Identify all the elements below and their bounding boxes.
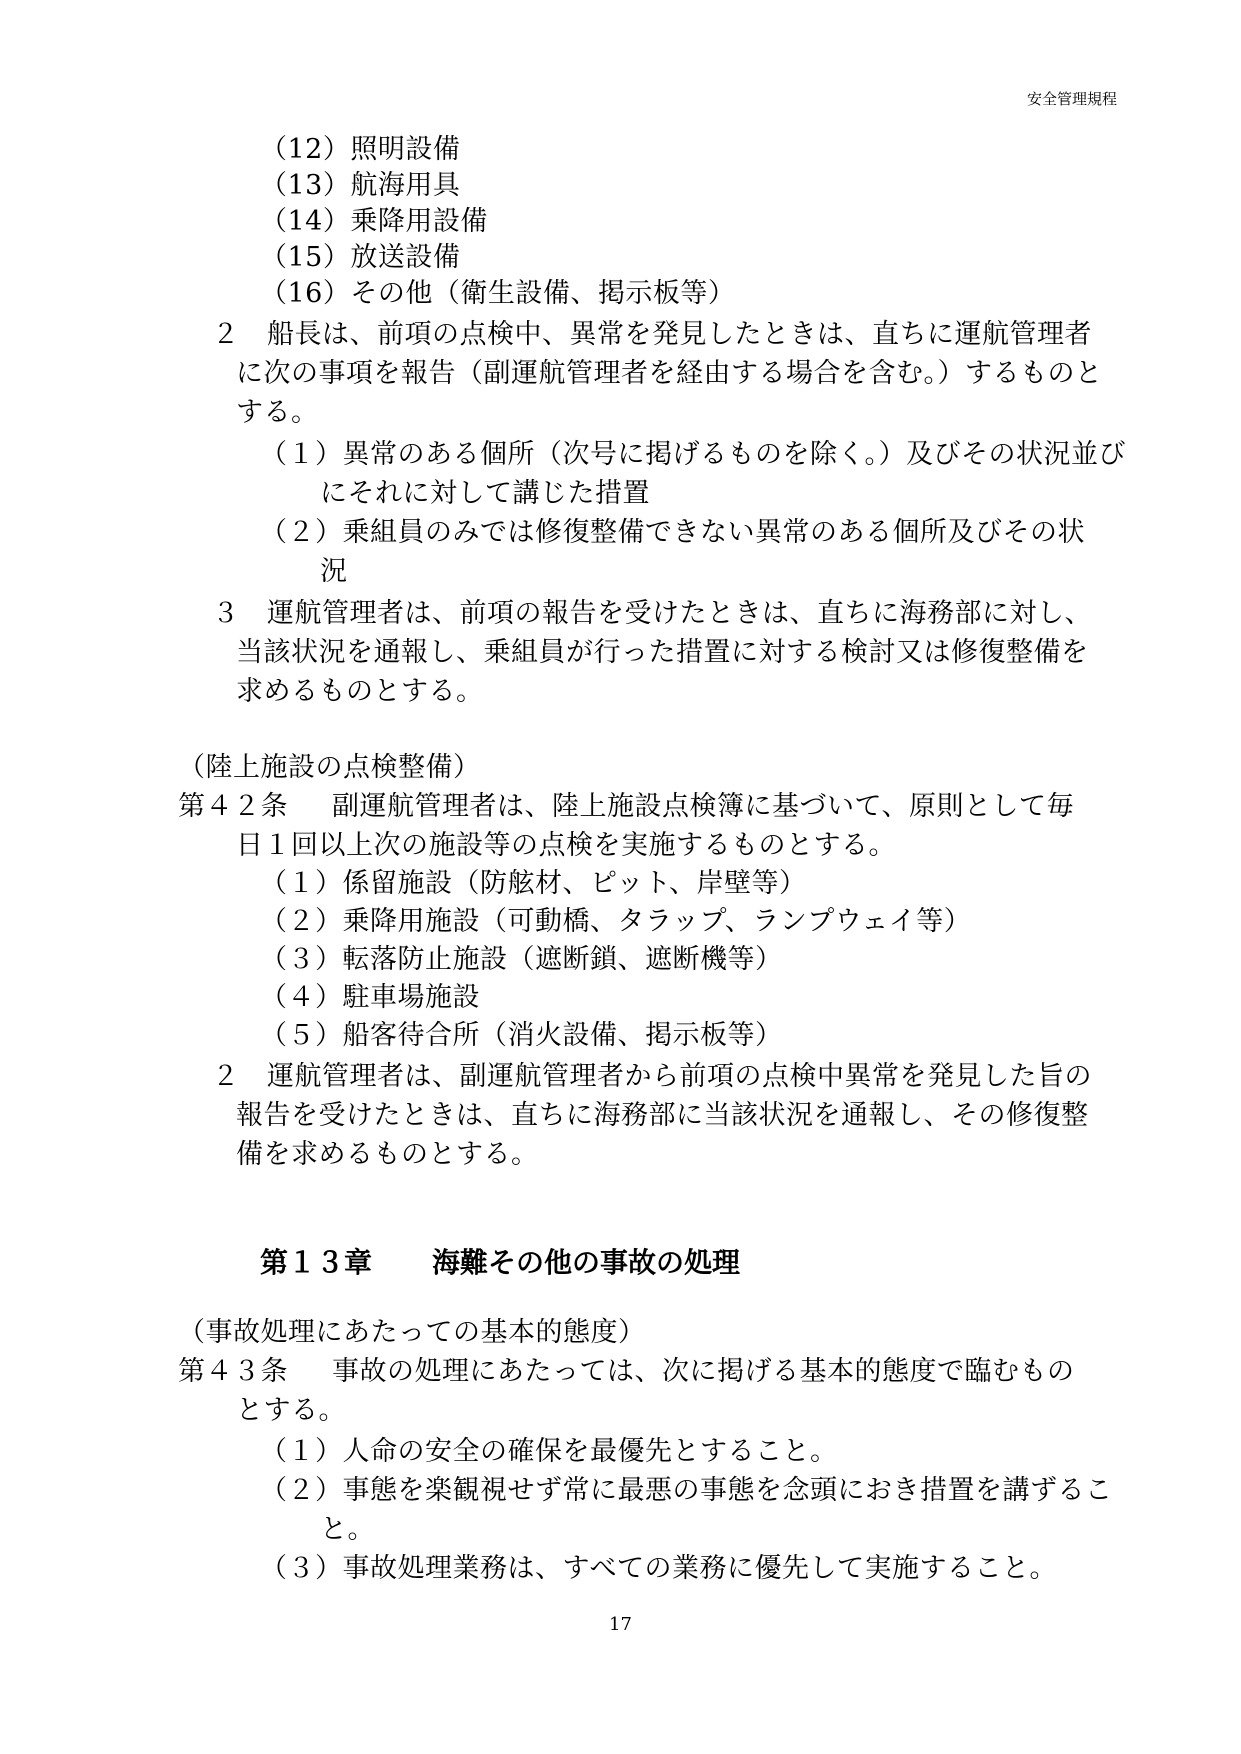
paragraph-line: する。 <box>236 397 319 428</box>
article-line: とする。 <box>236 1395 346 1426</box>
list-item-continuation: と。 <box>320 1514 375 1545</box>
list-item: （１）係留施設（防舷材、ピット、岸壁等） <box>260 868 807 899</box>
article-first-line <box>178 1354 1075 1390</box>
list-item: （２）乗降用施設（可動橋、タラップ、ランプウェイ等） <box>260 906 972 937</box>
paragraph-line: ３ 運航管理者は、前項の報告を受けたときは、直ちに海務部に対し、 <box>212 598 1092 629</box>
article-caption: （陸上施設の点検整備） <box>178 752 481 783</box>
paragraph-line: 備を求めるものとする。 <box>236 1139 539 1170</box>
article-number: 第４３条 <box>178 1356 288 1387</box>
paragraph-line: に次の事項を報告（副運航管理者を経由する場合を含む。）するものと <box>236 358 1103 389</box>
chapter-number: 第１３章 <box>260 1246 373 1279</box>
paragraph-line: 求めるものとする。 <box>236 676 484 707</box>
list-item: （15）放送設備 <box>260 242 461 273</box>
document-header-title: 安全管理規程 <box>1026 90 1117 108</box>
paragraph-line: ２ 船長は、前項の点検中、異常を発見したときは、直ちに運航管理者 <box>212 319 1092 350</box>
list-item: （１）異常のある個所（次号に掲げるものを除く。）及びその状況並び <box>260 439 1126 470</box>
list-item: （２）乗組員のみでは修復整備できない異常のある個所及びその状 <box>260 517 1085 548</box>
article-first-line <box>178 789 1074 825</box>
article-line: 日１回以上次の施設等の点検を実施するものとする。 <box>236 830 896 861</box>
list-item: （３）事故処理業務は、すべての業務に優先して実施すること。 <box>260 1553 1057 1584</box>
paragraph-line: ２ 運航管理者は、副運航管理者から前項の点検中異常を発見した旨の <box>212 1061 1092 1092</box>
article-caption: （事故処理にあたっての基本的態度） <box>178 1317 646 1348</box>
list-item-continuation: にそれに対して講じた措置 <box>320 478 650 509</box>
list-item: （14）乗降用設備 <box>260 206 488 237</box>
list-item: （４）駐車場施設 <box>260 982 480 1013</box>
list-item: （２）事態を楽観視せず常に最悪の事態を念頭におき措置を講ずるこ <box>260 1475 1113 1506</box>
chapter-title: 海難その他の事故の処理 <box>432 1246 741 1279</box>
article-text: 事故の処理にあたっては、次に掲げる基本的態度で臨むもの <box>332 1356 1075 1387</box>
list-item: （16）その他（衛生設備、掲示板等） <box>260 278 736 309</box>
list-item: （５）船客待合所（消火設備、掲示板等） <box>260 1020 783 1051</box>
list-item: （12）照明設備 <box>260 134 461 165</box>
list-item-continuation: 況 <box>320 556 348 587</box>
article-text: 副運航管理者は、陸上施設点検簿に基づいて、原則として毎 <box>332 791 1074 822</box>
paragraph-line: 報告を受けたときは、直ちに海務部に当該状況を通報し、その修復整 <box>236 1100 1089 1131</box>
chapter-heading <box>260 1241 740 1281</box>
list-item: （３）転落防止施設（遮断鎖、遮断機等） <box>260 944 783 975</box>
paragraph-line: 当該状況を通報し、乗組員が行った措置に対する検討又は修復整備を <box>236 637 1089 668</box>
page-number: 17 <box>609 1614 632 1635</box>
list-item: （１）人命の安全の確保を最優先とすること。 <box>260 1436 838 1467</box>
list-item: （13）航海用具 <box>260 170 461 201</box>
article-number: 第４２条 <box>178 791 288 822</box>
